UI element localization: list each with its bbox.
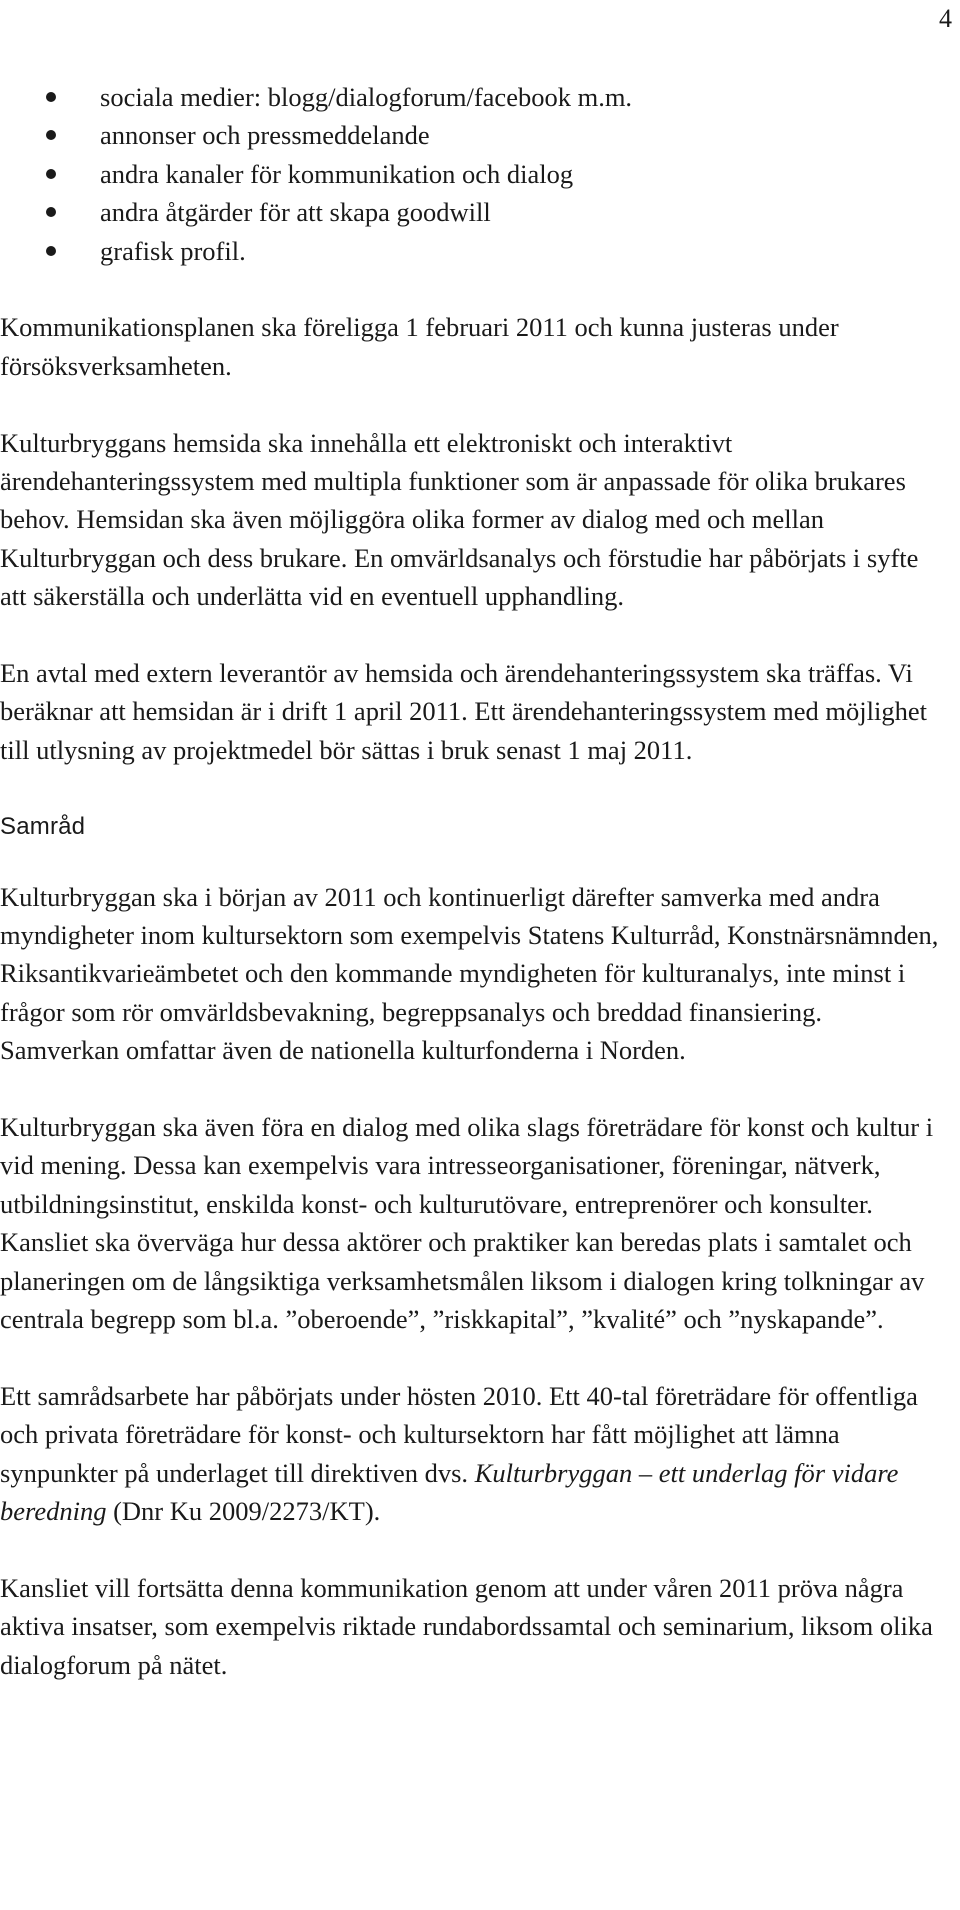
bullet-icon <box>46 207 56 217</box>
paragraph-samrad-consultation <box>0 1377 940 1531</box>
bullet-icon <box>46 246 56 256</box>
paragraph-website: Kulturbryggans hemsida ska innehålla ett elektroniskt och interaktivt ärendehanteringssystem med multipla funktioner som är anpassade för olika brukares behov. Hemsidan ska även möjliggöra olika former av dialog med och mellan Kulturbryggan och dess brukare. En omvärldsanalys och förstudie har påbörjats i syfte att säkerställa och underlätta vid en eventuell upphandling. <box>0 427 919 612</box>
list-item <box>0 193 940 231</box>
list-item-text: sociala medier: blogg/dialogforum/facebook m.m. <box>100 82 633 112</box>
paragraph-supplier-agreement: En avtal med extern leverantör av hemsida och ärendehanteringssystem ska träffas. Vi beräknar att hemsidan är i drift 1 april 2011. Ett ärendehanteringssystem med möjlighet till utlysning av projektmedel bör sättas i bruk senast 1 maj 2011. <box>0 658 927 765</box>
bullet-list <box>0 78 940 270</box>
paragraph-text: Ett samrådsarbete har påbörjats under hösten 2010. Ett 40-tal företrädare för offentliga och privata företrädare för konst- och kultursektorn har fått möjlighet att lämna synpunkter på underlaget till direktiven dvs. <box>0 1380 918 1488</box>
paragraph-communication-plan: Kommunikationsplanen ska föreligga 1 februari 2011 och kunna justeras under försöksverksamheten. <box>0 312 839 381</box>
paragraph-samrad-cooperation: Kulturbryggan ska i början av 2011 och kontinuerligt därefter samverka med andra myndigheter inom kultursektorn som exempelvis Statens Kulturråd, Konstnärsnämnden, Riksantikvarieämbetet och den kommande myndigheten för kulturanalys, inte minst i frågor som rör omvärldsbevakning, begreppsanalys och breddad finansiering. Samverkan omfattar även de nationella kulturfonderna i Norden. <box>0 881 939 1066</box>
list-item-text: andra åtgärder för att skapa goodwill <box>100 197 491 228</box>
page-content <box>0 78 940 1723</box>
section-heading: Samråd <box>0 812 86 840</box>
bullet-icon <box>46 130 56 140</box>
list-item <box>0 232 940 270</box>
spacer <box>0 270 940 308</box>
list-item <box>0 116 940 154</box>
list-item-text: grafisk profil. <box>100 235 246 266</box>
list-item-text: annonser och pressmeddelande <box>100 120 430 151</box>
bullet-icon <box>46 92 56 102</box>
paragraph-samrad-dialog: Kulturbryggan ska även föra en dialog med olika slags företrädare för konst och kultur i vid mening. Dessa kan exempelvis vara intresseorganisationer, föreningar, nätverk, utbildningsinstitut, enskilda konst- och kulturutövare, entreprenörer och konsulter. Kansliet ska överväga hur dessa aktörer och praktiker kan beredas plats i samtalet och planeringen om de långsiktiga verksamhetsmålen liksom i dialogen kring tolkningar av centrala begrepp som bl.a. ”oberoende”, ”riskkapital”, ”kvalité” och ”nyskapande”. <box>0 1112 934 1335</box>
paragraph-text: (Dnr Ku 2009/2273/KT). <box>113 1496 381 1527</box>
bullet-icon <box>46 169 56 179</box>
list-item-text: andra kanaler för kommunikation och dialog <box>100 158 574 189</box>
page-number: 4 <box>939 4 952 33</box>
paragraph-samrad-continuation: Kansliet vill fortsätta denna kommunikation genom att under våren 2011 pröva några aktiva insatser, som exempelvis riktade rundabordssamtal och seminarium, liksom olika dialogforum på nätet. <box>0 1572 933 1680</box>
list-item <box>0 78 940 116</box>
document-title-italic: Kulturbryggan – ett underlag för vidare beredning <box>0 1457 899 1527</box>
list-item <box>0 155 940 193</box>
